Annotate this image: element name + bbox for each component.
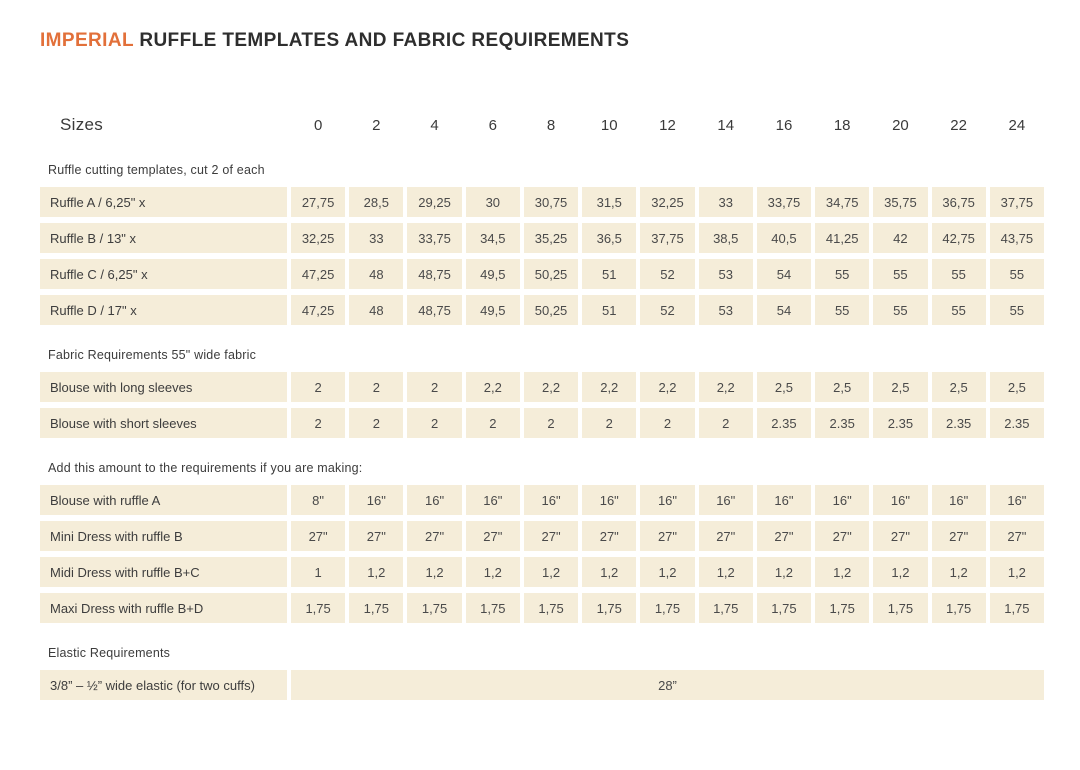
- row-value-cell: 55: [815, 259, 869, 289]
- row-value-cell: 16": [466, 485, 520, 515]
- row-value-cell: 37,75: [990, 187, 1044, 217]
- row-value-cell: 51: [582, 259, 636, 289]
- row-label: Ruffle A / 6,25" x: [40, 187, 287, 217]
- row-value-cell: 55: [932, 295, 986, 325]
- row-value-cell: 2,2: [524, 372, 578, 402]
- row-value-cell: 1: [291, 557, 345, 587]
- row-value-cell: 27": [990, 521, 1044, 551]
- row-value-cell: 36,5: [582, 223, 636, 253]
- row-value-cell: 8": [291, 485, 345, 515]
- row-value-cell: 55: [815, 295, 869, 325]
- row-value-cell: 35,75: [873, 187, 927, 217]
- row-value-cell: 1,75: [640, 593, 694, 623]
- row-value-cell: 42: [873, 223, 927, 253]
- row-value-cell: 2: [582, 408, 636, 438]
- row-value-cell: 1,2: [640, 557, 694, 587]
- row-value-cell: 2: [524, 408, 578, 438]
- row-value-cell: 1,75: [990, 593, 1044, 623]
- table-row: [40, 187, 1044, 217]
- table-row: [40, 557, 1044, 587]
- row-value-cell: 16": [815, 485, 869, 515]
- row-value-cell: 55: [873, 295, 927, 325]
- size-column-header: 0: [313, 116, 323, 134]
- row-value-cell: 54: [757, 259, 811, 289]
- table-row: [40, 223, 1044, 253]
- row-value-cell: 1,75: [699, 593, 753, 623]
- row-value-cell: 27": [407, 521, 461, 551]
- row-value-cell: 2,2: [640, 372, 694, 402]
- table-row: [40, 593, 1044, 623]
- row-value-cell: 55: [990, 295, 1044, 325]
- row-value-cell: 16": [407, 485, 461, 515]
- row-value-cell: 27": [815, 521, 869, 551]
- page: [40, 30, 1044, 700]
- row-label: Ruffle C / 6,25" x: [40, 259, 287, 289]
- page-title-rest: RUFFLE TEMPLATES AND FABRIC REQUIREMENTS: [133, 30, 630, 51]
- row-value-cell: 1,75: [815, 593, 869, 623]
- row-value-cell: 2: [407, 372, 461, 402]
- row-value-cell: 1,2: [757, 557, 811, 587]
- row-value-cell: 50,25: [524, 295, 578, 325]
- row-value-cell: 1,2: [990, 557, 1044, 587]
- size-column-header: 14: [717, 116, 735, 134]
- size-column-header: 18: [833, 116, 851, 134]
- row-value-cell: 37,75: [640, 223, 694, 253]
- row-label: Blouse with long sleeves: [40, 372, 287, 402]
- row-value-cell: 55: [990, 259, 1044, 289]
- row-label: Maxi Dress with ruffle B+D: [40, 593, 287, 623]
- row-value-cell: 2: [640, 408, 694, 438]
- sizes-header-row: [40, 110, 1044, 140]
- row-value-cell: 48,75: [407, 295, 461, 325]
- row-value-cell: 31,5: [582, 187, 636, 217]
- row-value-cell: 55: [932, 259, 986, 289]
- row-value-cell: 1,2: [407, 557, 461, 587]
- row-value-cell: 2.35: [815, 408, 869, 438]
- row-label: 3/8” – ½” wide elastic (for two cuffs): [40, 670, 287, 700]
- row-value-cell: 16": [932, 485, 986, 515]
- row-value-cell: 49,5: [466, 295, 520, 325]
- row-value-cell: 33: [349, 223, 403, 253]
- size-column-header: 10: [600, 116, 618, 134]
- row-label: Blouse with short sleeves: [40, 408, 287, 438]
- row-value-cell: 49,5: [466, 259, 520, 289]
- row-value-cell: 34,75: [815, 187, 869, 217]
- row-value-cell: 48: [349, 259, 403, 289]
- row-value-cell: 27": [466, 521, 520, 551]
- row-value-cell: 47,25: [291, 295, 345, 325]
- row-value-cell: 16": [873, 485, 927, 515]
- size-column-header: 8: [546, 116, 556, 134]
- row-value-cell: 16": [990, 485, 1044, 515]
- row-value-cell: 1,75: [757, 593, 811, 623]
- row-label: Midi Dress with ruffle B+C: [40, 557, 287, 587]
- row-label: Ruffle B / 13" x: [40, 223, 287, 253]
- row-value-cell: 38,5: [699, 223, 753, 253]
- row-value-cell: 32,25: [291, 223, 345, 253]
- row-value-cell: 1,2: [699, 557, 753, 587]
- row-value-cell: 2.35: [990, 408, 1044, 438]
- sizes-label: Sizes: [60, 115, 104, 134]
- row-value-cell: 1,75: [873, 593, 927, 623]
- row-value-cell: 27": [757, 521, 811, 551]
- table-body: [40, 163, 1044, 700]
- row-value-cell: 1,75: [582, 593, 636, 623]
- row-value-cell: 34,5: [466, 223, 520, 253]
- row-value-cell: 2.35: [757, 408, 811, 438]
- row-value-cell: 42,75: [932, 223, 986, 253]
- row-label: Blouse with ruffle A: [40, 485, 287, 515]
- row-value-cell: 1,2: [524, 557, 578, 587]
- row-value-cell: 1,2: [466, 557, 520, 587]
- size-column-header: 20: [892, 116, 909, 134]
- row-value-cell: 36,75: [932, 187, 986, 217]
- row-value-cell: 1,2: [815, 557, 869, 587]
- row-value-cell: 55: [873, 259, 927, 289]
- section-heading: Fabric Requirements 55" wide fabric: [48, 348, 257, 362]
- table-row: [40, 408, 1044, 438]
- row-label: Ruffle D / 17" x: [40, 295, 287, 325]
- row-value-cell: 1,75: [291, 593, 345, 623]
- row-value-cell: 53: [699, 295, 753, 325]
- row-value-cell: 27": [932, 521, 986, 551]
- row-value-cell: 41,25: [815, 223, 869, 253]
- row-value-cell: 2: [349, 372, 403, 402]
- row-value-cell: 29,25: [407, 187, 461, 217]
- row-value-cell: 2.35: [932, 408, 986, 438]
- row-value-cell: 27": [524, 521, 578, 551]
- row-value-cell: 43,75: [990, 223, 1044, 253]
- row-value-cell: 27,75: [291, 187, 345, 217]
- row-value-cell: 1,75: [349, 593, 403, 623]
- row-value-cell: 2: [291, 372, 345, 402]
- size-column-header: 12: [659, 116, 676, 134]
- row-value-cell: 27": [873, 521, 927, 551]
- table-row: [40, 521, 1044, 551]
- row-value-cell: 35,25: [524, 223, 578, 253]
- row-value-cell: 1,2: [873, 557, 927, 587]
- row-value-cell: 40,5: [757, 223, 811, 253]
- row-value-cell: 2,5: [815, 372, 869, 402]
- size-column-header: 22: [950, 116, 967, 134]
- table-row: [40, 372, 1044, 402]
- row-value-cell: 1,75: [932, 593, 986, 623]
- page-title-highlight: IMPERIAL: [40, 30, 134, 51]
- row-value-cell: 47,25: [291, 259, 345, 289]
- row-value-cell: 1,75: [524, 593, 578, 623]
- row-value-cell: 16": [699, 485, 753, 515]
- row-value-cell: 52: [640, 259, 694, 289]
- row-value-cell: 1,75: [466, 593, 520, 623]
- row-value-cell: 2,5: [873, 372, 927, 402]
- row-value-cell: 33: [699, 187, 753, 217]
- row-value-cell: 2: [349, 408, 403, 438]
- size-column-header: 4: [430, 116, 439, 134]
- row-value-cell: 2: [466, 408, 520, 438]
- row-value-cell: 53: [699, 259, 753, 289]
- row-value-cell: 2: [407, 408, 461, 438]
- table-row: [40, 295, 1044, 325]
- row-value-cell: 33,75: [407, 223, 461, 253]
- row-value-cell: 27": [699, 521, 753, 551]
- row-value-cell: 32,25: [640, 187, 694, 217]
- row-value-cell: 2,5: [757, 372, 811, 402]
- row-value-cell: 2,5: [990, 372, 1044, 402]
- table-row: [40, 670, 1044, 700]
- size-column-header: 24: [1008, 116, 1026, 134]
- row-value-cell: 2,5: [932, 372, 986, 402]
- row-value-cell: 54: [757, 295, 811, 325]
- row-value-cell: 2: [699, 408, 753, 438]
- row-value-cell: 2.35: [873, 408, 927, 438]
- row-value-cell: 48,75: [407, 259, 461, 289]
- section-heading: Ruffle cutting templates, cut 2 of each: [48, 163, 265, 177]
- row-value-cell: 1,2: [349, 557, 403, 587]
- page-title: [40, 30, 1044, 52]
- row-value-cell: 52: [640, 295, 694, 325]
- table-row: [40, 259, 1044, 289]
- row-value-cell: 51: [582, 295, 636, 325]
- row-value-cell: 16": [757, 485, 811, 515]
- row-value-cell: 1,75: [407, 593, 461, 623]
- row-value-cell: 1,2: [582, 557, 636, 587]
- row-value-cell: 27": [582, 521, 636, 551]
- row-value-cell: 27": [349, 521, 403, 551]
- row-value-cell: 16": [582, 485, 636, 515]
- size-column-header: 2: [372, 116, 381, 134]
- row-value-cell: 2,2: [466, 372, 520, 402]
- row-value-cell: 27": [640, 521, 694, 551]
- row-value-cell: 2,2: [582, 372, 636, 402]
- row-value-cell: 16": [640, 485, 694, 515]
- size-column-header: 6: [488, 116, 497, 134]
- row-label: Mini Dress with ruffle B: [40, 521, 287, 551]
- row-value-cell: 50,25: [524, 259, 578, 289]
- row-value-cell: 16": [349, 485, 403, 515]
- section-heading: Elastic Requirements: [48, 646, 171, 660]
- row-value-cell: 30,75: [524, 187, 578, 217]
- row-value-cell: 1,2: [932, 557, 986, 587]
- size-column-header: 16: [775, 116, 793, 134]
- row-merged-value: 28”: [291, 670, 1044, 700]
- row-value-cell: 33,75: [757, 187, 811, 217]
- row-value-cell: 16": [524, 485, 578, 515]
- row-value-cell: 48: [349, 295, 403, 325]
- row-value-cell: 30: [466, 187, 520, 217]
- row-value-cell: 2: [291, 408, 345, 438]
- section-heading: Add this amount to the requirements if you are making:: [48, 461, 363, 475]
- row-value-cell: 28,5: [349, 187, 403, 217]
- table-row: [40, 485, 1044, 515]
- row-value-cell: 27": [291, 521, 345, 551]
- row-value-cell: 2,2: [699, 372, 753, 402]
